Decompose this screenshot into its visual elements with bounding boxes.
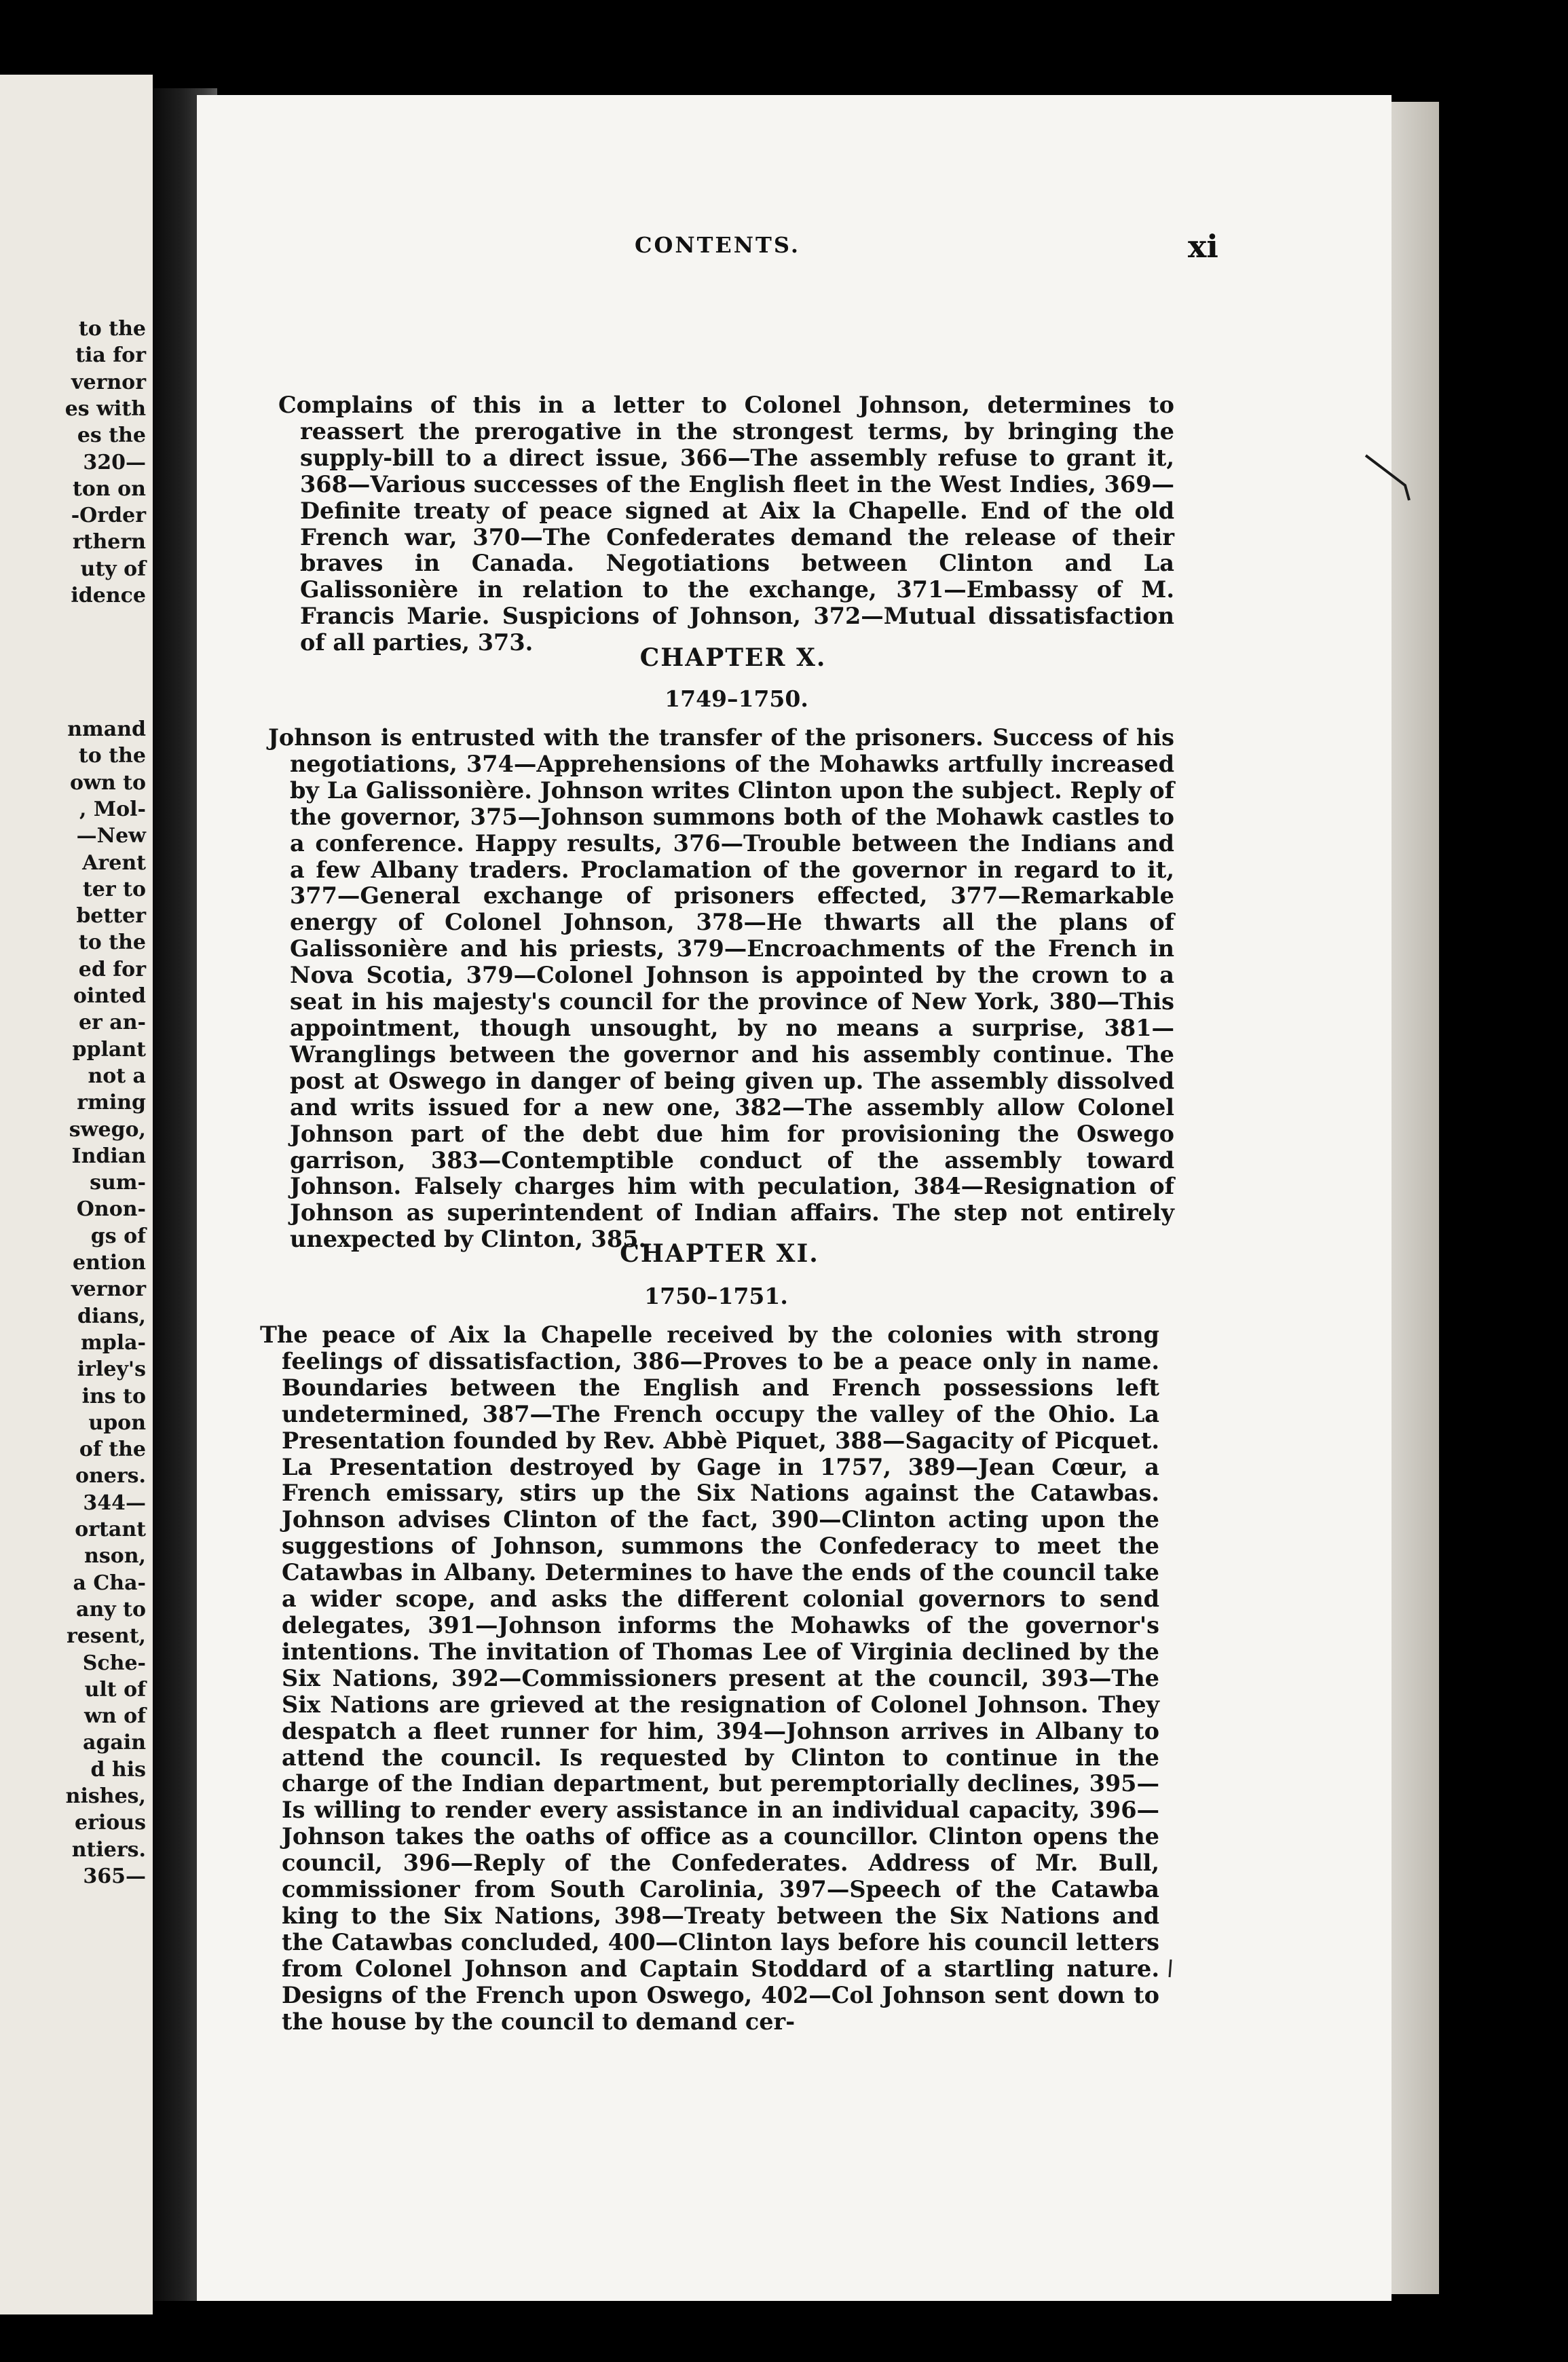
facing-page-line: ton on (73, 476, 146, 501)
facing-page-line: d his (90, 1757, 146, 1782)
page-edge (1392, 102, 1439, 2294)
facing-page-line: own to (70, 770, 146, 795)
facing-page-line: idence (71, 584, 146, 607)
facing-page-line: upon (88, 1410, 146, 1435)
facing-page-line: er an- (78, 1011, 146, 1035)
facing-page-line: Onon- (76, 1197, 146, 1222)
facing-page-line: pplant (72, 1037, 146, 1062)
facing-page-line: ntiers. (71, 1837, 146, 1862)
facing-page-line: erious (75, 1811, 146, 1835)
facing-page-line: to the (78, 744, 146, 768)
facing-page-line: irley's (77, 1357, 146, 1382)
facing-page-line: ins to (81, 1384, 146, 1408)
facing-page-line: Sche- (82, 1651, 146, 1675)
facing-page-line: mpla- (80, 1330, 146, 1355)
chapter-x-years: 1749–1750. (665, 686, 808, 712)
facing-page-line: Indian (71, 1144, 146, 1168)
facing-page-line: nmand (67, 717, 146, 741)
intro-paragraph: Complains of this in a letter to Colonel Johnson, determines to reassert the prerogative in the strongest terms, by bringing the supply-bill to a direct issue, 366—The assembly refuse to grant it, 368—Various successes of the English fleet in the West Indies, 369—Definite treaty of peace signed at Aix la Chapelle. End of the old French war, 370—The Confederates demand the release of their braves in Canada. Negotiations between Clinton and La Galissonière in relation to the exchange, 371—Embassy of M. Francis Marie. Suspicions of Johnson, 372—Mutual dissatisfaction of all parties, 373. (278, 392, 1174, 656)
facing-page-line: uty of (80, 557, 146, 581)
facing-page-line: vernor (71, 370, 146, 394)
facing-page-line: tia for (75, 343, 146, 368)
facing-page-line: any to (76, 1597, 146, 1621)
scan-mark (1168, 1958, 1174, 1979)
facing-page-line: ult of (84, 1677, 146, 1702)
facing-page-line: dians, (77, 1304, 146, 1328)
scan-mark (1364, 451, 1419, 506)
facing-page-line: , Mol- (79, 797, 146, 821)
facing-page-line: es the (77, 424, 146, 448)
page-number: xi (1188, 228, 1218, 265)
facing-page-line: vernor (71, 1277, 146, 1302)
facing-page-line: 320— (83, 450, 146, 474)
facing-page-line: ention (73, 1251, 146, 1275)
facing-page-line: ter to (82, 877, 146, 901)
facing-page-line: ortant (75, 1518, 146, 1541)
running-head-title: CONTENTS. (635, 232, 800, 258)
facing-page-line: 365— (83, 1864, 146, 1888)
facing-page-line: to the (78, 317, 146, 341)
facing-page-line: of the (79, 1438, 146, 1462)
facing-page-line: not a (88, 1064, 146, 1088)
facing-page-line: resent, (67, 1624, 146, 1649)
facing-page-line: better (76, 904, 146, 929)
chapter-xi-summary: The peace of Aix la Chapelle received by the colonies with strong feelings of dissatisfaction, 386—Proves to be a peace only in name. Boundaries between the English and French possessions left undetermined, 387—The French occupy the valley of the Ohio. La Presentation founded by Rev. Abbè Piquet, 388—Sagacity of Picquet. La Presentation destroyed by Gage in 1757, 389—Jean Cœur, a French emissary, stirs up the Six Nations against the Catawbas. Johnson advises Clinton of the fact, 390—Clinton acting upon the suggestions of Johnson, summons the Confederacy to meet the Catawbas in Albany. Determines to have the ends of the council take a wider scope, and asks the different colonial governors to send delegates, 391—Johnson informs the Mohawks of the governor's intentions. The invitation of Thomas Lee of Virginia declined by the Six Nations, 392—Commissioners present at the council, 393—The Six Nations are grieved at the resignation of Colonel Johnson. They despatch a fleet runner for him, 394—Johnson arrives in Albany to attend the council. Is requested by Clinton to continue in the charge of the Indian department, but peremptorially declines, 395—Is willing to render every assistance in an individual capacity, 396—Johnson takes the oaths of office as a councillor. Clinton opens the council, 396—Reply of the Confederates. Address of Mr. Bull, commissioner from South Carolinia, 397—Speech of the Catawba king to the Six Nations, 398—Treaty between the Six Nations and the Catawbas concluded, 400—Clinton lays before his council letters from Colonel Johnson and Captain Stoddard of a startling nature. Designs of the French upon Oswego, 402—Col Johnson sent down to the house by the council to demand cer- (260, 1321, 1159, 2035)
facing-page-line: nishes, (65, 1784, 146, 1808)
facing-page-line: gs of (90, 1224, 146, 1248)
facing-page-line: ed for (78, 957, 146, 981)
facing-page-line: a Cha- (73, 1571, 146, 1595)
facing-page-line: again (82, 1731, 146, 1755)
facing-page-line: rthern (72, 530, 146, 555)
chapter-xi-years: 1750–1751. (644, 1283, 788, 1309)
facing-page-line: 344— (83, 1491, 146, 1515)
facing-page-line: —New (76, 824, 146, 848)
facing-page-line: to the (78, 931, 146, 955)
facing-page-line: -Order (71, 504, 146, 528)
facing-page-line: wn of (84, 1704, 146, 1729)
facing-page-line: rming (77, 1091, 146, 1115)
facing-page-line: oners. (75, 1464, 146, 1488)
facing-page-line: es with (64, 396, 146, 421)
chapter-x-heading: CHAPTER X. (639, 643, 827, 672)
facing-page (0, 75, 153, 2314)
facing-page-line: nson, (84, 1544, 146, 1569)
facing-page-line: swego, (69, 1117, 146, 1142)
facing-page-line: sum- (90, 1171, 146, 1195)
chapter-x-summary: Johnson is entrusted with the transfer of the prisoners. Success of his negotiations, 374—Apprehensions of the Mohawks artfully increased by La Galissonière. Johnson writes Clinton upon the subject. Reply of the governor, 375—Johnson summons both of the Mohawk castles to a conference. Happy results, 376—Trouble between the Indians and a few Albany traders. Proclamation of the governor in regard to it, 377—General exchange of prisoners effected, 377—Remarkable energy of Colonel Johnson, 378—He thwarts all the plans of Galissonière and his priests, 379—Encroachments of the French in Nova Scotia, 379—Colonel Johnson is appointed by the crown to a seat in his majesty's council for the province of New York, 380—This appointment, though unsought, by no means a surprise, 381—Wranglings between the governor and his assembly continue. The post at Oswego in danger of being given up. The assembly dissolved and writs issued for a new one, 382—The assembly allow Colonel Johnson part of the debt due him for provisioning the Oswego garrison, 383—Contemptible conduct of the assembly toward Johnson. Falsely charges him with peculation, 384—Resignation of Johnson as superintendent of Indian affairs. The step not entirely unexpected by Clinton, 385. (268, 724, 1174, 1253)
facing-page-line: ointed (73, 984, 146, 1008)
chapter-xi-heading: CHAPTER XI. (620, 1239, 819, 1268)
facing-page-line: Arent (82, 850, 146, 875)
